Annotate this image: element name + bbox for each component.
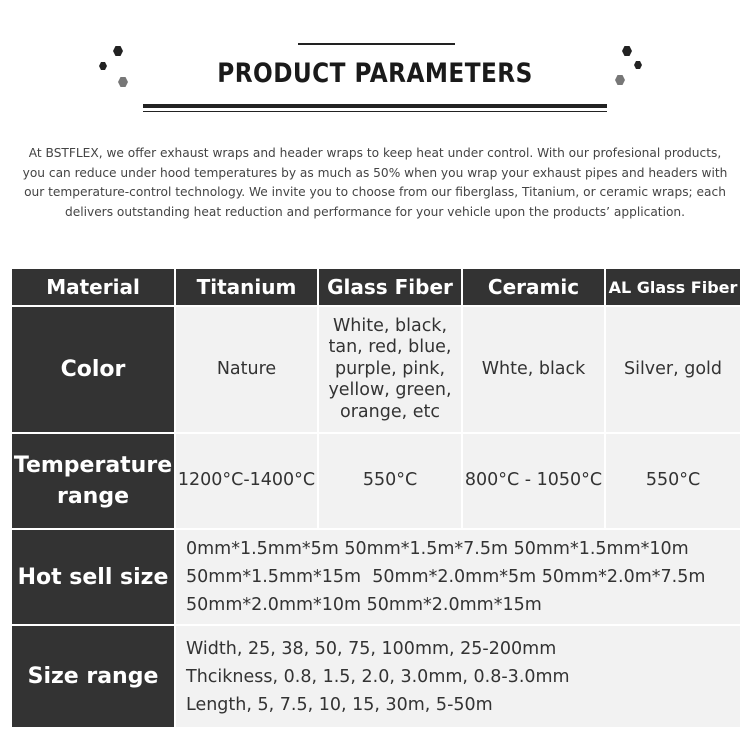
cell-temp-al-glass-fiber: 550°C xyxy=(605,433,741,529)
cell-hot-sell-sizes xyxy=(175,529,741,625)
intro-paragraph: At BSTFLEX, we offer exhaust wraps and header wraps to keep heat under control. With our profesional products, you can reduce under hood temperatures by as much as 50% when you wrap your exhaust pipes and headers with our temperature-control technology. We invite you to choose from our fiberglass, Titanium, or ceramic wraps; each delivers outstanding heat reduction and performance for your vehicle upon the products’ application. xyxy=(22,146,728,219)
parameters-table xyxy=(10,267,742,729)
cell-size-range xyxy=(175,625,741,728)
hot-sell-line: 0mm*1.5mm*5m 50mm*1.5m*7.5m 50mm*1.5mm*10m xyxy=(186,539,689,559)
table-row-color xyxy=(11,306,741,433)
cell-color-titanium: Nature xyxy=(175,306,318,433)
hexagon-decoration-icon xyxy=(113,46,123,56)
size-range-line: Width, 25, 38, 50, 75, 100mm, 25-200mm xyxy=(186,638,557,659)
hexagon-decoration-icon xyxy=(622,46,632,56)
header-ceramic: Ceramic xyxy=(462,268,605,306)
row-label-color: Color xyxy=(11,306,175,433)
hot-sell-line: 50mm*1.5mm*15m 50mm*2.0mm*5m 50mm*2.0m*7.5m xyxy=(186,567,706,587)
table-row-hot-sell xyxy=(11,529,741,625)
title-bottom-rule xyxy=(143,104,607,108)
header-glass-fiber: Glass Fiber xyxy=(318,268,462,306)
header-titanium: Titanium xyxy=(175,268,318,306)
header-material: Material xyxy=(11,268,175,306)
size-range-line: Thcikness, 0.8, 1.5, 2.0, 3.0mm, 0.8-3.0mm xyxy=(186,666,570,687)
page-title: PRODUCT PARAMETERS xyxy=(217,58,533,89)
row-label-size-range: Size range xyxy=(11,625,175,728)
title-top-rule xyxy=(298,43,455,45)
size-range-line: Length, 5, 7.5, 10, 15, 30m, 5-50m xyxy=(186,694,493,715)
cell-temp-titanium: 1200°C-1400°C xyxy=(175,433,318,529)
title-bottom-rule-thin xyxy=(143,111,607,112)
cell-temp-ceramic: 800°C - 1050°C xyxy=(462,433,605,529)
header-al-glass-fiber: AL Glass Fiber xyxy=(605,268,741,306)
cell-temp-glass-fiber: 550°C xyxy=(318,433,462,529)
hot-sell-line: 50mm*2.0mm*10m 50mm*2.0mm*15m xyxy=(186,595,542,615)
table-row-size-range xyxy=(11,625,741,728)
cell-color-al-glass-fiber: Silver, gold xyxy=(605,306,741,433)
table-row-temperature xyxy=(11,433,741,529)
row-label-temperature: Temperature range xyxy=(11,433,175,529)
cell-color-glass-fiber: White, black, tan, red, blue, purple, pink, yellow, green, orange, etc xyxy=(318,306,462,433)
row-label-hot-sell: Hot sell size xyxy=(11,529,175,625)
cell-color-ceramic: Whte, black xyxy=(462,306,605,433)
table-header-row xyxy=(11,268,741,306)
